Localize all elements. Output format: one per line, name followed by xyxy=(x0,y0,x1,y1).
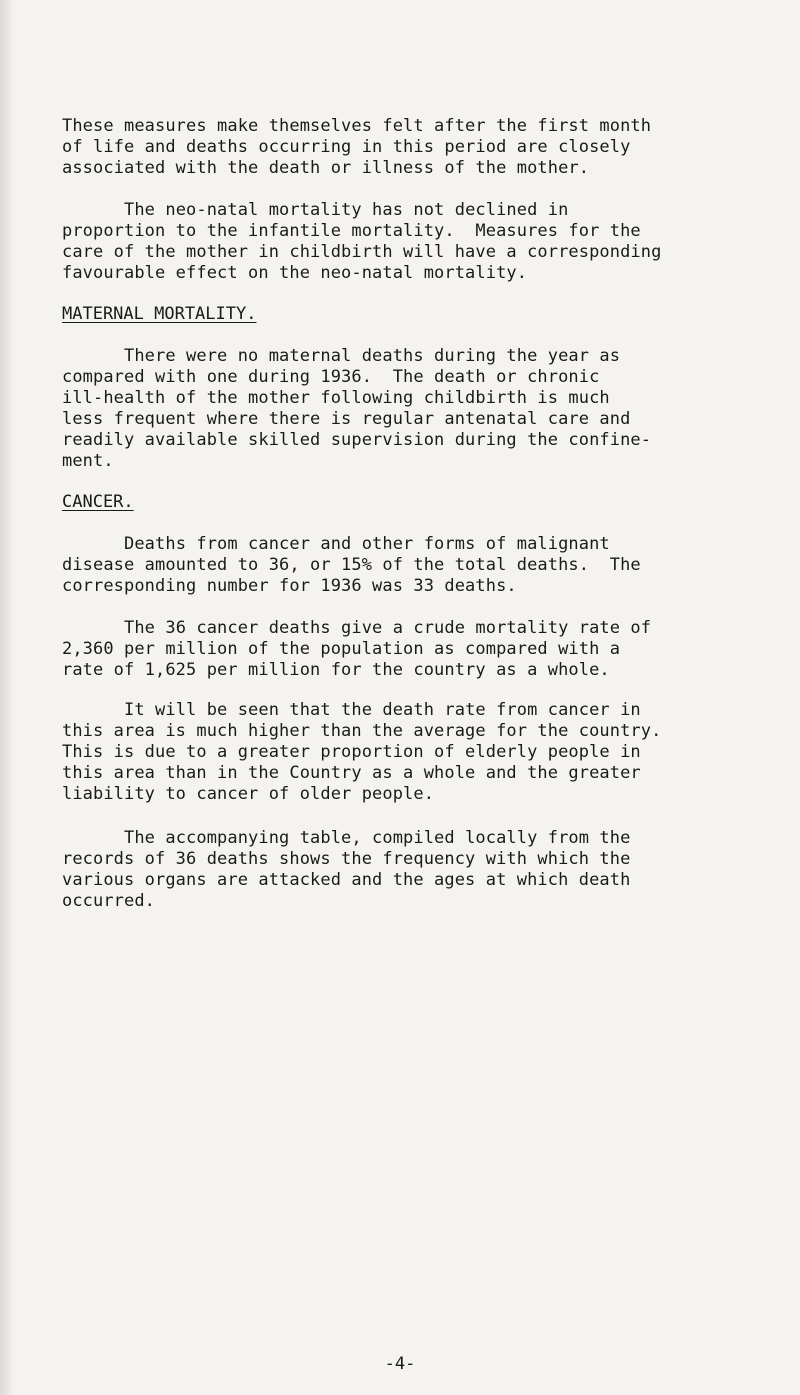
paragraph-maternal-mortality: There were no maternal deaths during the year as compared with one during 1936. The death or chronic ill-health of the mother following childbirth is much less frequent where there is regular antenatal care and readily available skilled supervision during the confine- ment. xyxy=(62,346,652,471)
heading-maternal-mortality: MATERNAL MORTALITY. xyxy=(62,304,257,324)
paragraph-accompanying-table: The accompanying table, compiled locally from the records of 36 deaths shows the frequency with which the various organs are attacked and the ages at which death occurred. xyxy=(62,828,631,911)
paragraph-cancer-comparison: It will be seen that the death rate from cancer in this area is much higher than the average for the country. This is due to a greater proportion of elderly people in this area than in the Country as a whole and the greater liability to cancer of older people. xyxy=(62,700,662,804)
heading-cancer: CANCER. xyxy=(62,492,134,512)
scan-edge-shadow xyxy=(0,0,14,1395)
paragraph-neonatal-mortality: The neo-natal mortality has not declined in proportion to the infantile mortality. Measures for the care of the mother in childbirth will have a corresponding favourable effect on the neo-natal mortality. xyxy=(62,200,662,283)
paragraph-neonatal-intro: These measures make themselves felt after the first month of life and deaths occurring in this period are closely associated with the death or illness of the mother. xyxy=(62,116,652,178)
paragraph-cancer-rate: The 36 cancer deaths give a crude mortality rate of 2,360 per million of the population as compared with a rate of 1,625 per million for the country as a whole. xyxy=(62,618,652,680)
page-number: -4- xyxy=(384,1354,416,1374)
paragraph-cancer-deaths: Deaths from cancer and other forms of malignant disease amounted to 36, or 15% of the total deaths. The corresponding number for 1936 was 33 deaths. xyxy=(62,534,641,596)
